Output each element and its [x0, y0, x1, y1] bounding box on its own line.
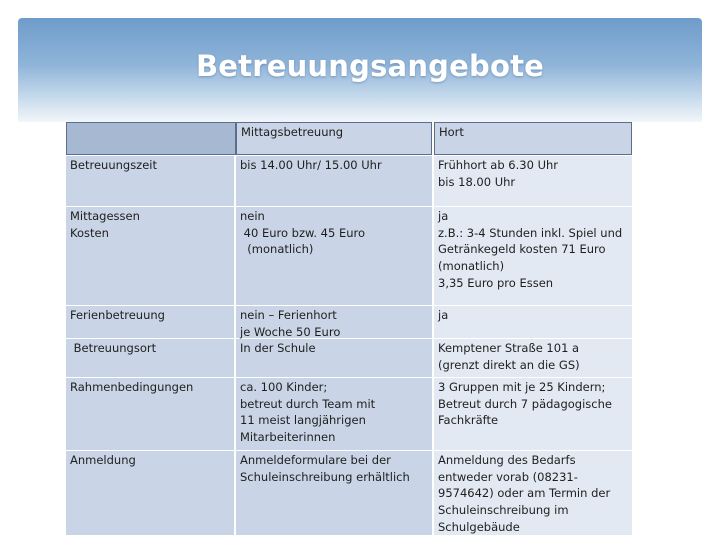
cell-text-line: nein – Ferienhort	[240, 308, 337, 322]
header-corner-cell	[66, 122, 236, 155]
cell-text-line: Mitarbeiterinnen	[240, 430, 336, 445]
mittagsbetreuung-cell	[236, 451, 432, 535]
cell-text-line: bis 18.00 Uhr	[438, 174, 516, 189]
cell-text-line: Schulgebäude	[438, 519, 520, 534]
cell-text-line: Schuleinschreibung im	[438, 503, 569, 518]
cell-text-line: (grenzt direkt an die GS)	[438, 357, 580, 372]
cell-text-line: Fachkräfte	[438, 413, 499, 428]
cell-text-line: ca. 100 Kinder;	[240, 380, 328, 394]
column-header-label: Hort	[439, 125, 464, 139]
cell-text-line: 3 Gruppen mit je 25 Kindern;	[438, 380, 606, 394]
mittagsbetreuung-cell	[236, 339, 432, 377]
cell-text-line: Kemptener Straße 101 a	[438, 341, 580, 355]
cell-text-line: (monatlich)	[438, 259, 505, 274]
cell-text-line: Betreuungszeit	[70, 158, 157, 172]
cell-text-line: ja	[438, 308, 449, 322]
cell-text-line: z.B.: 3-4 Stunden inkl. Spiel und	[438, 225, 623, 240]
cell-text-line: 11 meist langjährigen	[240, 413, 366, 428]
cell-text-line: In der Schule	[240, 341, 316, 355]
cell-text-line: 3,35 Euro pro Essen	[438, 275, 554, 290]
hort-cell	[434, 378, 632, 450]
hort-cell	[434, 451, 632, 535]
cell-text-line: ja	[438, 209, 449, 223]
hort-cell	[434, 207, 632, 305]
cell-text-line: nein	[240, 209, 265, 223]
cell-text-line: Frühhort ab 6.30 Uhr	[438, 158, 558, 172]
hort-cell	[434, 339, 632, 377]
cell-text-line: (monatlich)	[240, 242, 314, 257]
cell-text-line: betreut durch Team mit	[240, 396, 376, 411]
cell-text-line: Rahmenbedingungen	[70, 380, 194, 394]
row-label-cell	[66, 207, 234, 305]
cell-text-line: bis 14.00 Uhr/ 15.00 Uhr	[240, 158, 382, 172]
mittagsbetreuung-cell	[236, 306, 432, 338]
hort-cell	[434, 156, 632, 206]
cell-text-line: Anmeldung des Bedarfs	[438, 453, 576, 467]
cell-text-line: Ferienbetreuung	[70, 308, 165, 322]
row-label-cell	[66, 451, 234, 535]
cell-text-line: entweder vorab (08231-	[438, 469, 578, 484]
row-label-cell	[66, 156, 234, 206]
row-label-cell	[66, 378, 234, 450]
slide-title: Betreuungsangebote	[195, 49, 545, 83]
row-label-cell	[66, 339, 234, 377]
column-header-mittagsbetreuung	[236, 122, 432, 155]
cell-text-line: Mittagessen	[70, 209, 140, 223]
cell-text-line: Anmeldung	[70, 453, 136, 467]
column-header-hort	[434, 122, 632, 155]
cell-text-line: Betreut durch 7 pädagogische	[438, 396, 612, 411]
cell-text-line: Kosten	[70, 225, 109, 240]
mittagsbetreuung-cell	[236, 378, 432, 450]
column-header-label: Mittagsbetreuung	[241, 125, 344, 139]
cell-text-line: Getränkegeld kosten 71 Euro	[438, 242, 606, 257]
mittagsbetreuung-cell	[236, 207, 432, 305]
cell-text-line: 40 Euro bzw. 45 Euro	[240, 225, 366, 240]
cell-text-line: 9574642) oder am Termin der	[438, 486, 611, 501]
cell-text-line: Betreuungsort	[70, 341, 157, 355]
cell-text-line: Anmeldeformulare bei der	[240, 453, 391, 467]
row-label-cell	[66, 306, 234, 338]
mittagsbetreuung-cell	[236, 156, 432, 206]
cell-text-line: Schuleinschreibung erhältlich	[240, 469, 410, 484]
cell-text-line: je Woche 50 Euro	[240, 324, 341, 339]
hort-cell	[434, 306, 632, 338]
